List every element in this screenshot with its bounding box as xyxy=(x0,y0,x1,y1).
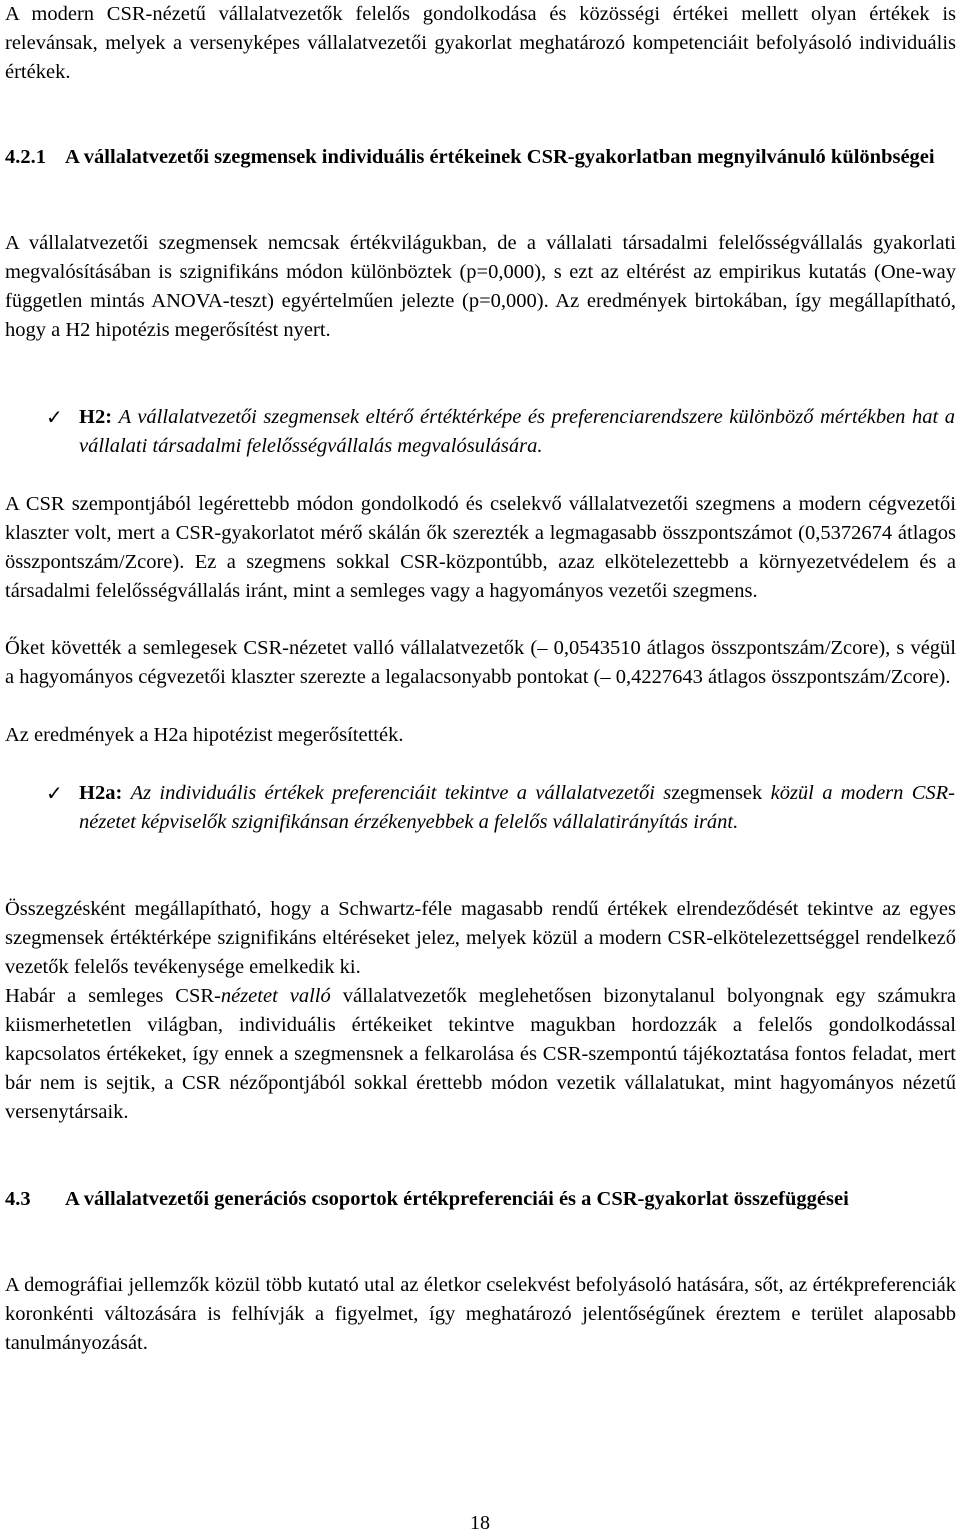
neutral-text-2: vállalatvezetők meglehetősen bizonytalanul bolyongnak egy számukra kiismerhetetlen világban, individuális értékeiket tekintve magukban hordozzák a felelős gondolkodással kapcsolatos értékeket, így ennek a szegmensnek a felkarolása és CSR-szempontú tájékoztatása fontos feladat, mert bár nem is sejtik, a CSR nézőpontjából sokkal érettebb módon vezetik vállalatukat, mint hagyományos nézetű versenytársaik. xyxy=(5,985,956,1123)
hypothesis-h2a xyxy=(79,779,955,837)
summary-paragraph: Összegzésként megállapítható, hogy a Schwartz-féle magasabb rendű értékek elrendeződését tekintve az egyes szegmensek értéktérképe szignifikáns eltéréseket jelez, melyek közül a modern CSR-elkötelezettséggel rendelkező vezetők felelős tevékenysége emelkedik ki. xyxy=(5,898,956,978)
hypothesis-text-part2: zegmensek xyxy=(671,782,763,804)
hypothesis-label: H2a: xyxy=(79,782,123,804)
section-title: A vállalatvezetői szegmensek individuális értékeinek CSR-gyakorlatban megnyilvánuló különbségei xyxy=(65,146,935,168)
demography-paragraph: A demográfiai jellemzők közül több kutató utal az életkor cselekvést befolyásoló hatására, sőt, az értékpreferenciák koronkénti változására is felhívják a figyelmet, így meghatározó jelentőségűnek éreztem e terület alaposabb tanulmányozását. xyxy=(5,1274,956,1354)
hypothesis-label: H2: xyxy=(79,406,113,428)
section-heading-4-3 xyxy=(5,1185,956,1214)
neutral-text-1: Habár a semleges CSR- xyxy=(5,985,221,1007)
hypothesis-text: A vállalatvezetői szegmensek eltérő értéktérképe és preferenciarendszere különböző mértékben hat a vállalati társadalmi felelősségvállalás megvalósulására. xyxy=(79,406,956,457)
section-title: A vállalatvezetői generációs csoportok értékpreferenciái és a CSR-gyakorlat összefüggései xyxy=(65,1188,849,1210)
hypothesis-text-part3: közül a modern CSR-nézetet képviselők szignifikánsan érzékenyebbek a felelős vállalatirányítás iránt. xyxy=(79,782,955,833)
checkmark-icon: ✓ xyxy=(46,405,63,429)
csr-paragraph-2: Őket követték a semlegesek CSR-nézetet valló vállalatvezetők (– 0,0543510 átlagos összpontszám/Zcore), s végül a hagyományos cégvezetői klaszter szerezte a legalacsonyabb pontokat (– 0,4227643 átlagos összpontszám/Zcore). xyxy=(5,637,956,688)
section-number: 4.2.1 xyxy=(5,146,46,168)
hypothesis-text-part1: Az individuális értékek preferenciáit tekintve a vállalatvezetői s xyxy=(130,782,672,804)
neutral-paragraph xyxy=(5,982,956,1127)
csr-paragraph-1: A CSR szempontjából legérettebb módon gondolkodó és cselekvő vállalatvezetői szegmens a modern cégvezetői klaszter volt, mert a CSR-gyakorlatot mérő skálán ők szerezték a legmagasabb összpontszámot (0,5372674 átlagos összpontszám/Zcore). Ez a szegmens sokkal CSR-központúbb, azaz elkötelezettebb a környezetvédelem és a társadalmi felelősségvállalás iránt, mint a semleges vagy a hagyományos vezetői szegmens. xyxy=(5,493,956,602)
segments-paragraph: A vállalatvezetői szegmensek nemcsak értékvilágukban, de a vállalati társadalmi felelősségvállalás gyakorlati megvalósításában is szignifikáns módon különböztek (p=0,000), s ezt az eltérést az empirikus kutatás (One-way független mintás ANOVA-teszt) egyértelműen jelezte (p=0,000). Az eredmények birtokában, így megállapítható, hogy a H2 hipotézis megerősítést nyert. xyxy=(5,232,956,341)
csr-paragraph-3: Az eredmények a H2a hipotézist megerősítették. xyxy=(5,724,404,746)
checkmark-icon: ✓ xyxy=(46,781,63,805)
intro-paragraph: A modern CSR-nézetű vállalatvezetők felelős gondolkodása és közösségi értékei mellett olyan értékek is relevánsak, melyek a versenyképes vállalatvezetői gyakorlat meghatározó kompetenciáit befolyásoló individuális értékek. xyxy=(5,3,956,83)
page-number: 18 xyxy=(470,1512,490,1534)
section-heading-4-2-1 xyxy=(5,143,956,172)
neutral-text-italic: nézetet valló xyxy=(220,985,331,1007)
hypothesis-h2 xyxy=(79,403,955,461)
section-number: 4.3 xyxy=(5,1188,31,1210)
